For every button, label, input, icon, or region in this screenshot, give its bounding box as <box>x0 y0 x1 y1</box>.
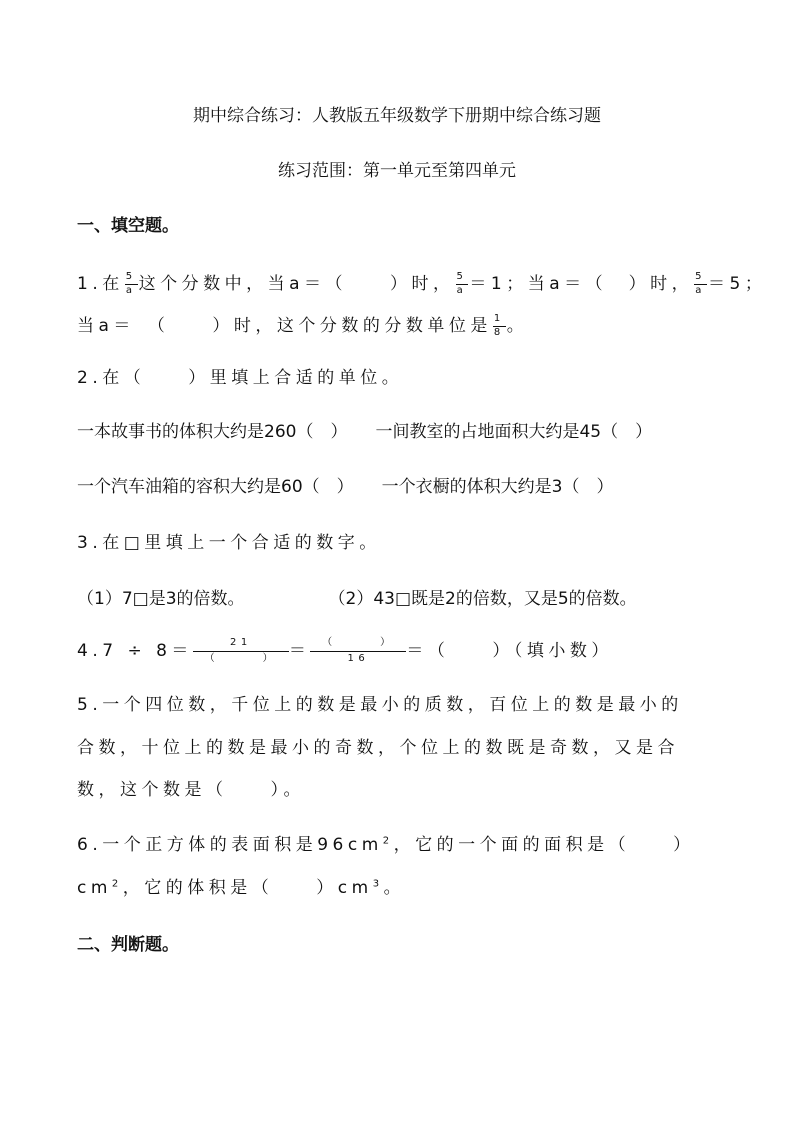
q6-line2-b: ，它的体积是（ ）cm <box>122 878 373 898</box>
document-title: 期中综合练习：人教版五年级数学下册期中综合练习题 <box>193 106 601 126</box>
q1-fraction-2-numerator: 5 <box>456 272 469 285</box>
q1-fraction-4-denominator: 8 <box>493 326 505 338</box>
q1-fraction-1-denominator: a <box>125 284 137 296</box>
section-fill-blanks-title: 一、填空题。 <box>77 216 179 236</box>
q1-fraction-1 <box>125 272 138 296</box>
question-6-line-2 <box>77 880 405 897</box>
q4-end: ＝（ ）（填小数） <box>406 641 613 661</box>
q6-line2-sup2: 3 <box>372 878 384 890</box>
question-2-row-1 <box>77 424 652 441</box>
question-1-line-1 <box>77 272 766 296</box>
question-4 <box>77 638 613 664</box>
question-3-intro: 3.在□里填上一个合适的数字。 <box>77 533 381 553</box>
q1-line2-end: 。 <box>506 316 529 336</box>
q1-fraction-3 <box>694 272 707 296</box>
q4-equals: ＝ <box>288 641 311 661</box>
question-2-row-2 <box>77 479 613 496</box>
q1-line2-text: 当a＝ （ ）时，这个分数的分数单位是 <box>77 316 492 336</box>
q6-line2-a: cm <box>77 878 112 898</box>
q4-fraction-a <box>193 638 289 664</box>
q1-fraction-4 <box>493 314 506 338</box>
q6-line1-sup: 2 <box>382 835 394 847</box>
q2-row2-right: 一个衣橱的体积大约是3（ ） <box>381 477 614 497</box>
question-5-line-3: 数，这个数是（ ）。 <box>77 780 305 800</box>
q3-part-1: （1）7□是3的倍数。 <box>77 589 245 609</box>
question-5-line-1: 5.一个四位数，千位上的数是最小的质数，百位上的数是最小的 <box>77 695 683 715</box>
q6-line2-c: 。 <box>383 878 406 898</box>
q6-line1-a: 6.一个正方体的表面积是96cm <box>77 835 383 855</box>
q4-fraction-a-denominator: （ ） <box>204 652 278 664</box>
section-judgment-title: 二、判断题。 <box>77 935 179 955</box>
q2-row1-left: 一本故事书的体积大约是260（ ） <box>77 422 348 442</box>
question-2-intro: 2.在（ ）里填上合适的单位。 <box>77 368 404 388</box>
q4-fraction-a-numerator: 21 <box>193 638 289 652</box>
q1-text-3: ＝1；当a＝（ ）时， <box>469 274 694 294</box>
question-5-line-2: 合数，十位上的数是最小的奇数，个位上的数既是奇数，又是合 <box>77 738 679 758</box>
q1-text-1: 1.在 <box>77 274 124 294</box>
q2-row1-right: 一间教室的占地面积大约是45（ ） <box>375 422 653 442</box>
q1-text-4: ＝5； <box>708 274 767 294</box>
q2-row2-left: 一个汽车油箱的容积大约是60（ ） <box>77 477 354 497</box>
q3-part-2: （2）43□既是2的倍数，又是5的倍数。 <box>328 589 637 609</box>
q1-fraction-4-numerator: 1 <box>493 314 506 327</box>
q1-fraction-3-numerator: 5 <box>694 272 707 285</box>
question-3-parts <box>77 591 637 608</box>
question-1-line-2 <box>77 314 528 338</box>
q1-fraction-1-numerator: 5 <box>125 272 138 285</box>
q4-start: 4.7 ÷ 8＝ <box>77 641 193 661</box>
q4-fraction-b <box>310 638 406 664</box>
q1-fraction-2 <box>456 272 469 296</box>
practice-range: 练习范围：第一单元至第四单元 <box>278 161 516 181</box>
q6-line2-sup: 2 <box>111 878 123 890</box>
q4-fraction-b-numerator: （ ） <box>310 638 406 652</box>
q1-text-2: 这个分数中，当a＝（ ）时， <box>138 274 455 294</box>
q1-fraction-3-denominator: a <box>695 284 706 296</box>
q6-line1-b: ，它的一个面的面积是（ ） <box>393 835 695 855</box>
q4-fraction-b-denominator: 16 <box>347 652 370 664</box>
q1-fraction-2-denominator: a <box>456 284 468 296</box>
question-6-line-1 <box>77 837 695 854</box>
